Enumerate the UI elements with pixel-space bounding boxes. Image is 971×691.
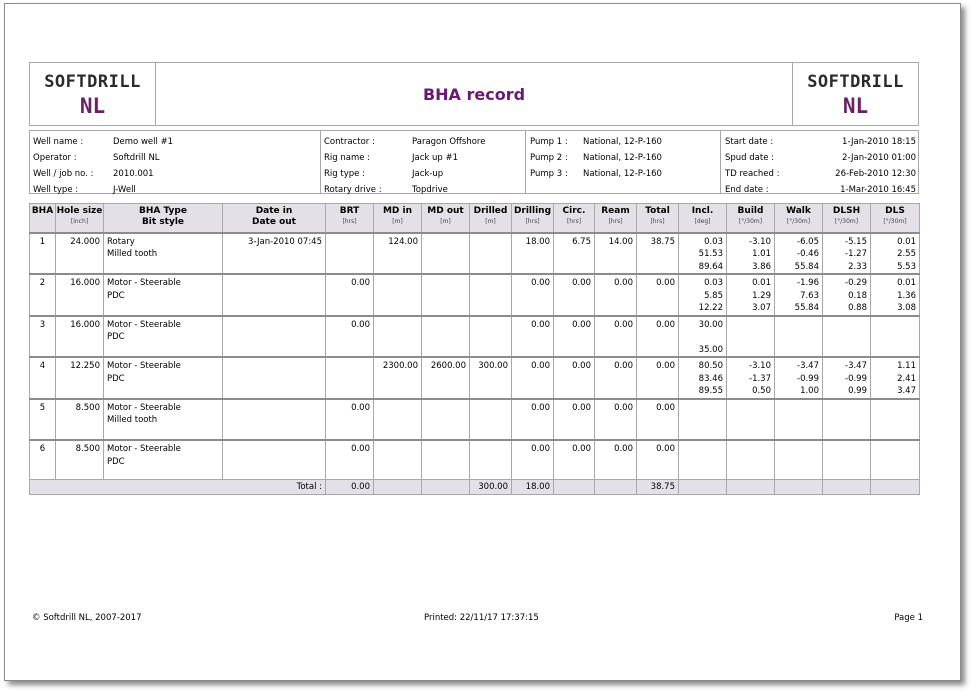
- incl-value: 5.85: [704, 290, 723, 301]
- info-label: Pump 2 :: [530, 153, 568, 163]
- dlsh-value: 0.18: [848, 290, 867, 301]
- dls-value: [874, 427, 916, 440]
- info-value: Paragon Offshore: [412, 137, 486, 147]
- cell-bha-number: 3: [30, 316, 56, 358]
- walk-value: -1.96: [797, 278, 819, 288]
- report-header: [29, 62, 919, 126]
- cell-ream-hours: 0.00: [595, 399, 637, 441]
- dls-value: 1.36: [897, 290, 916, 301]
- cell-total-hours: 0.00: [637, 316, 679, 358]
- dls-value: [874, 331, 916, 344]
- dlsh-value: 0.99: [848, 386, 867, 396]
- totals-table: [29, 479, 920, 495]
- column-header-dlsh: DLSH [°/30m]: [823, 204, 871, 233]
- walk-value: [778, 331, 819, 344]
- cell-brt: 0.00: [326, 440, 374, 481]
- cell-hole-size: 8.500: [56, 440, 104, 481]
- cell-dlsh: [823, 274, 871, 316]
- dlsh-value: -3.47: [845, 361, 867, 371]
- walk-value: 7.63: [800, 290, 819, 301]
- build-value: 3.86: [752, 261, 771, 272]
- bit-style-text: PDC: [107, 290, 125, 301]
- total-circ: [554, 480, 595, 495]
- cell-drilled: [470, 399, 512, 441]
- build-value: [730, 402, 771, 415]
- cell-incl: [679, 316, 727, 358]
- cell-dls: [871, 440, 920, 481]
- total-blank: [871, 480, 920, 495]
- cell-dates: [223, 399, 326, 441]
- incl-value: 30.00: [698, 319, 723, 330]
- table-row: [30, 316, 920, 358]
- dlsh-value: [826, 443, 867, 456]
- info-value: Jack-up: [412, 169, 444, 179]
- cell-brt: [326, 357, 374, 399]
- dlsh-value: [826, 331, 867, 344]
- info-label: Well / job no. :: [33, 169, 94, 179]
- cell-bha-type: [104, 316, 223, 358]
- cell-brt: [326, 233, 374, 275]
- bha-type-text: Motor - Steerable: [107, 278, 181, 288]
- cell-circ-hours: 0.00: [554, 399, 595, 441]
- info-label: Rig type :: [324, 169, 365, 179]
- bit-style-text: PDC: [107, 332, 125, 342]
- dls-value: 1.11: [897, 361, 916, 371]
- cell-drilled: [470, 440, 512, 481]
- total-ream: [595, 480, 637, 495]
- cell-circ-hours: 0.00: [554, 274, 595, 316]
- cell-ream-hours: 0.00: [595, 357, 637, 399]
- info-value: 26-Feb-2010 12:30: [835, 169, 916, 179]
- bha-type-text: Motor - Steerable: [107, 402, 181, 413]
- well-info-column: [30, 131, 321, 193]
- column-header-ream: Ream [hrs]: [595, 204, 637, 233]
- incl-value: 51.53: [698, 249, 723, 259]
- info-value: Softdrill NL: [113, 153, 160, 163]
- bha-table: [29, 203, 920, 482]
- table-row: [30, 274, 920, 316]
- dlsh-value: -0.29: [845, 278, 867, 288]
- info-value: J-Well: [113, 185, 136, 195]
- walk-value: -3.47: [797, 361, 819, 371]
- build-value: 1.01: [752, 249, 771, 259]
- bha-type-text: Motor - Steerable: [107, 319, 181, 330]
- date-in-text: 3-Jan-2010 07:45: [248, 236, 322, 247]
- dlsh-value: [826, 427, 867, 440]
- table-row: [30, 357, 920, 399]
- incl-value: 80.50: [698, 361, 723, 371]
- build-value: [730, 344, 771, 357]
- bit-style-text: PDC: [107, 456, 125, 467]
- walk-value: -6.05: [797, 236, 819, 247]
- info-value: National, 12-P-160: [583, 153, 662, 163]
- dls-value: [874, 319, 916, 332]
- logo-subtext: NL: [79, 94, 106, 118]
- cell-walk: [775, 440, 823, 481]
- incl-value: 0.03: [704, 278, 723, 288]
- cell-md-out: [422, 274, 470, 316]
- column-header-build: Build [°/30m]: [727, 204, 775, 233]
- cell-md-out: [422, 316, 470, 358]
- dls-value: 3.47: [897, 386, 916, 396]
- cell-ream-hours: 0.00: [595, 274, 637, 316]
- total-blank: [823, 480, 871, 495]
- info-value: National, 12-P-160: [583, 137, 662, 147]
- cell-bha-type: [104, 274, 223, 316]
- cell-dates: [223, 233, 326, 275]
- build-value: [730, 456, 771, 469]
- table-row: [30, 233, 920, 275]
- dlsh-value: [826, 344, 867, 357]
- cell-total-hours: 0.00: [637, 274, 679, 316]
- report-title: BHA record: [422, 85, 526, 104]
- logo-text: SOFTDRILL: [807, 72, 904, 92]
- total-hours: 38.75: [637, 480, 679, 495]
- cell-bha-number: 6: [30, 440, 56, 481]
- cell-build: [727, 357, 775, 399]
- cell-brt: 0.00: [326, 316, 374, 358]
- cell-circ-hours: 0.00: [554, 357, 595, 399]
- incl-value: [682, 414, 723, 427]
- cell-build: [727, 440, 775, 481]
- softdrill-logo-right: [792, 63, 918, 125]
- cell-hole-size: 8.500: [56, 399, 104, 441]
- cell-circ-hours: 0.00: [554, 316, 595, 358]
- cell-dls: [871, 233, 920, 275]
- dlsh-value: [826, 414, 867, 427]
- dls-value: [874, 402, 916, 415]
- column-header-hole-size: Hole size [inch]: [56, 204, 104, 233]
- info-label: Spud date :: [725, 153, 775, 163]
- walk-value: [778, 402, 819, 415]
- dlsh-value: 0.88: [848, 303, 867, 313]
- info-value: Jack up #1: [412, 153, 459, 163]
- cell-dls: [871, 399, 920, 441]
- column-header-dls: DLS [°/30m]: [871, 204, 920, 233]
- cell-md-in: [374, 440, 422, 481]
- cell-md-in: 124.00: [374, 233, 422, 275]
- incl-value: [682, 427, 723, 440]
- incl-value: 89.64: [698, 261, 723, 272]
- cell-total-hours: 0.00: [637, 399, 679, 441]
- column-header-md-out: MD out [m]: [422, 204, 470, 233]
- column-header-walk: Walk [°/30m]: [775, 204, 823, 233]
- cell-md-in: [374, 274, 422, 316]
- pump-info-column: [526, 131, 721, 193]
- dlsh-value: [826, 456, 867, 469]
- build-value: -3.10: [749, 361, 771, 371]
- bha-type-text: Rotary: [107, 236, 135, 247]
- dls-value: 0.01: [897, 278, 916, 288]
- table-row: [30, 440, 920, 481]
- incl-value: 35.00: [698, 344, 723, 355]
- cell-dls: [871, 357, 920, 399]
- info-row: [725, 134, 916, 150]
- info-value: 1-Jan-2010 18:15: [842, 137, 916, 147]
- info-label: Rotary drive :: [324, 185, 382, 195]
- dlsh-value: -5.15: [845, 236, 867, 247]
- cell-dates: [223, 274, 326, 316]
- cell-circ-hours: 6.75: [554, 233, 595, 275]
- incl-value: 83.46: [698, 373, 723, 384]
- cell-hole-size: 16.000: [56, 274, 104, 316]
- info-value: National, 12-P-160: [583, 169, 662, 179]
- column-header-date: Date in Date out: [223, 204, 326, 233]
- info-value: 2-Jan-2010 01:00: [842, 153, 916, 163]
- cell-drilled: [470, 274, 512, 316]
- info-label: Contractor :: [324, 137, 375, 147]
- page-number: Page 1: [894, 613, 923, 623]
- dls-value: [874, 414, 916, 427]
- cell-brt: 0.00: [326, 274, 374, 316]
- incl-value: [682, 443, 723, 456]
- build-value: 1.29: [752, 290, 771, 301]
- column-header-total: Total [hrs]: [637, 204, 679, 233]
- cell-drilling-hours: 0.00: [512, 357, 554, 399]
- total-drilled: 300.00: [470, 480, 512, 495]
- cell-dates: [223, 316, 326, 358]
- table-row: [30, 399, 920, 441]
- cell-bha-number: 5: [30, 399, 56, 441]
- incl-value: 89.55: [698, 386, 723, 396]
- cell-circ-hours: 0.00: [554, 440, 595, 481]
- info-value: Demo well #1: [113, 137, 174, 147]
- cell-build: [727, 274, 775, 316]
- column-header-circ: Circ. [hrs]: [554, 204, 595, 233]
- total-drilling: 18.00: [512, 480, 554, 495]
- dates-info-column: [721, 131, 918, 193]
- build-value: -3.10: [749, 236, 771, 247]
- cell-hole-size: 12.250: [56, 357, 104, 399]
- incl-value: 12.22: [698, 303, 723, 313]
- cell-md-out: 2600.00: [422, 357, 470, 399]
- cell-dlsh: [823, 357, 871, 399]
- cell-walk: [775, 316, 823, 358]
- cell-walk: [775, 357, 823, 399]
- build-value: 0.01: [752, 278, 771, 288]
- cell-bha-number: 4: [30, 357, 56, 399]
- cell-total-hours: 38.75: [637, 233, 679, 275]
- cell-ream-hours: 14.00: [595, 233, 637, 275]
- totals-row: [30, 480, 920, 495]
- info-value: Topdrive: [412, 185, 448, 195]
- total-brt: 0.00: [326, 480, 374, 495]
- copyright-text: © Softdrill NL, 2007-2017: [32, 613, 142, 623]
- dls-value: 2.55: [897, 249, 916, 259]
- dls-value: 0.01: [897, 236, 916, 247]
- incl-value: [682, 402, 723, 415]
- cell-bha-type: [104, 233, 223, 275]
- cell-drilling-hours: 0.00: [512, 440, 554, 481]
- cell-bha-type: [104, 440, 223, 481]
- cell-total-hours: 0.00: [637, 440, 679, 481]
- dlsh-value: [826, 319, 867, 332]
- incl-value: 0.03: [704, 236, 723, 247]
- info-label: Start date :: [725, 137, 774, 147]
- cell-md-out: [422, 440, 470, 481]
- column-header-drilled: Drilled [m]: [470, 204, 512, 233]
- info-value: 2010.001: [113, 169, 154, 179]
- build-value: -1.37: [749, 373, 771, 384]
- bha-type-text: Motor - Steerable: [107, 444, 181, 454]
- cell-drilled: 300.00: [470, 357, 512, 399]
- info-label: Well name :: [33, 137, 84, 147]
- column-header-incl: Incl. [deg]: [679, 204, 727, 233]
- cell-dlsh: [823, 440, 871, 481]
- cell-drilling-hours: 0.00: [512, 399, 554, 441]
- info-label: Pump 3 :: [530, 169, 568, 179]
- cell-drilling-hours: 0.00: [512, 316, 554, 358]
- info-row: [725, 166, 916, 182]
- column-header-bha-type: BHA Type Bit style: [104, 204, 223, 233]
- dls-value: 5.53: [897, 261, 916, 272]
- walk-value: -0.46: [797, 249, 819, 259]
- cell-md-in: [374, 316, 422, 358]
- cell-md-in: 2300.00: [374, 357, 422, 399]
- dlsh-value: 2.33: [848, 261, 867, 272]
- cell-bha-number: 1: [30, 233, 56, 275]
- cell-brt: 0.00: [326, 399, 374, 441]
- info-label: TD reached :: [725, 169, 780, 179]
- cell-walk: [775, 399, 823, 441]
- bit-style-text: Milled tooth: [107, 415, 158, 425]
- info-label: Well type :: [33, 185, 79, 195]
- dls-value: [874, 443, 916, 456]
- walk-value: [778, 414, 819, 427]
- walk-value: -0.99: [797, 373, 819, 384]
- cell-dlsh: [823, 316, 871, 358]
- dlsh-value: -1.27: [845, 249, 867, 259]
- walk-value: [778, 319, 819, 332]
- total-md-out: [422, 480, 470, 495]
- cell-ream-hours: 0.00: [595, 440, 637, 481]
- cell-dates: [223, 440, 326, 481]
- info-label: Pump 1 :: [530, 137, 568, 147]
- cell-bha-type: [104, 399, 223, 441]
- logo-subtext: NL: [842, 94, 869, 118]
- walk-value: 1.00: [800, 386, 819, 396]
- cell-drilling-hours: 0.00: [512, 274, 554, 316]
- build-value: [730, 319, 771, 332]
- cell-md-out: [422, 233, 470, 275]
- totals-label: Total :: [30, 480, 326, 495]
- cell-incl: [679, 440, 727, 481]
- cell-build: [727, 316, 775, 358]
- cell-drilling-hours: 18.00: [512, 233, 554, 275]
- column-header-bha: BHA: [30, 204, 56, 233]
- rig-info-column: [321, 131, 526, 193]
- column-header-drilling: Drilling [hrs]: [512, 204, 554, 233]
- column-header-md-in: MD in [m]: [374, 204, 422, 233]
- bit-style-text: Milled tooth: [107, 249, 158, 259]
- build-value: [730, 414, 771, 427]
- info-label: Rig name :: [324, 153, 371, 163]
- walk-value: [778, 456, 819, 469]
- walk-value: [778, 344, 819, 357]
- dls-value: 2.41: [897, 373, 916, 384]
- dls-value: [874, 456, 916, 469]
- total-blank: [775, 480, 823, 495]
- bha-type-text: Motor - Steerable: [107, 361, 181, 371]
- cell-md-out: [422, 399, 470, 441]
- column-header-brt: BRT [hrs]: [326, 204, 374, 233]
- info-row: [725, 150, 916, 166]
- cell-bha-number: 2: [30, 274, 56, 316]
- printed-timestamp: Printed: 22/11/17 17:37:15: [424, 613, 539, 623]
- cell-incl: [679, 399, 727, 441]
- incl-value: [682, 331, 723, 344]
- cell-incl: [679, 274, 727, 316]
- cell-dlsh: [823, 233, 871, 275]
- info-label: End date :: [725, 185, 769, 195]
- dlsh-value: -0.99: [845, 373, 867, 384]
- softdrill-logo-left: [30, 63, 156, 125]
- well-info-panel: [29, 130, 919, 194]
- info-label: Operator :: [33, 153, 77, 163]
- cell-md-in: [374, 399, 422, 441]
- cell-dls: [871, 316, 920, 358]
- walk-value: [778, 443, 819, 456]
- info-row: [725, 182, 916, 198]
- dls-value: 3.08: [897, 303, 916, 313]
- cell-dls: [871, 274, 920, 316]
- cell-hole-size: 16.000: [56, 316, 104, 358]
- cell-walk: [775, 233, 823, 275]
- cell-ream-hours: 0.00: [595, 316, 637, 358]
- build-value: [730, 443, 771, 456]
- bit-style-text: PDC: [107, 373, 125, 384]
- total-md-in: [374, 480, 422, 495]
- total-blank: [727, 480, 775, 495]
- build-value: [730, 331, 771, 344]
- cell-walk: [775, 274, 823, 316]
- cell-drilled: [470, 316, 512, 358]
- cell-build: [727, 399, 775, 441]
- build-value: [730, 427, 771, 440]
- cell-bha-type: [104, 357, 223, 399]
- walk-value: [778, 427, 819, 440]
- dlsh-value: [826, 402, 867, 415]
- cell-dates: [223, 357, 326, 399]
- dls-value: [874, 344, 916, 357]
- table-header-row: [30, 204, 920, 233]
- walk-value: 55.84: [794, 303, 819, 313]
- logo-text: SOFTDRILL: [44, 72, 141, 92]
- cell-drilled: [470, 233, 512, 275]
- total-blank: [679, 480, 727, 495]
- cell-hole-size: 24.000: [56, 233, 104, 275]
- cell-dlsh: [823, 399, 871, 441]
- cell-build: [727, 233, 775, 275]
- build-value: 0.50: [752, 386, 771, 396]
- info-value: 1-Mar-2010 16:45: [840, 185, 916, 195]
- walk-value: 55.84: [794, 261, 819, 272]
- build-value: 3.07: [752, 303, 771, 313]
- cell-total-hours: 0.00: [637, 357, 679, 399]
- cell-incl: [679, 357, 727, 399]
- cell-incl: [679, 233, 727, 275]
- incl-value: [682, 456, 723, 469]
